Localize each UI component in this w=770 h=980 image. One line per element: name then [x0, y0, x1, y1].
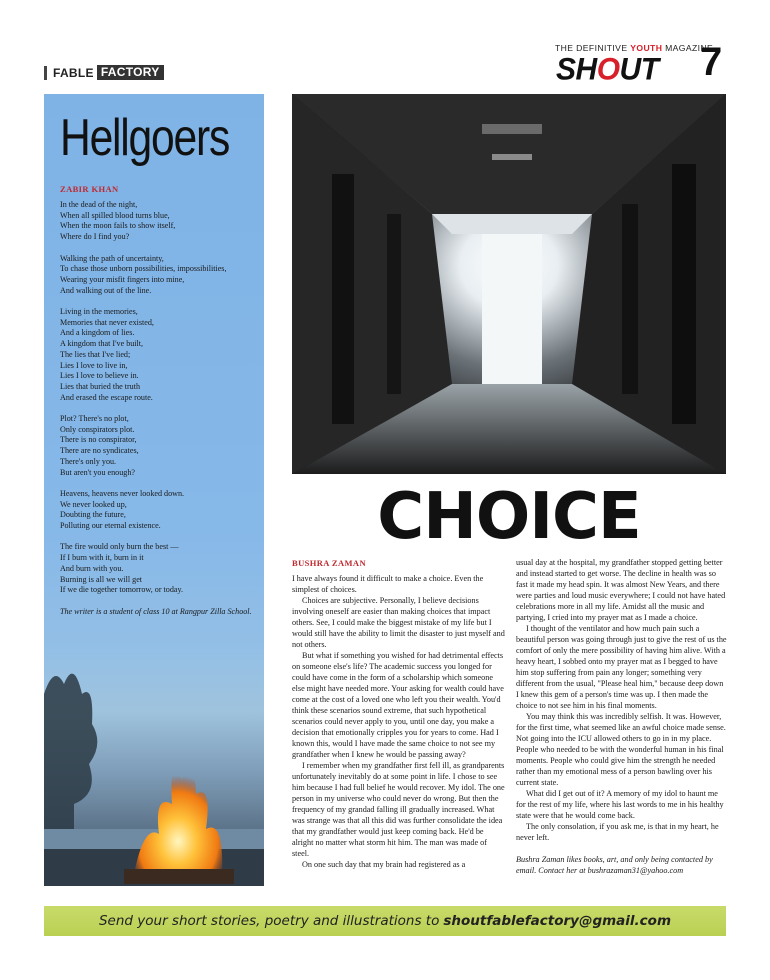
poem-line: Memories that never existed, — [60, 317, 154, 327]
submission-banner — [44, 906, 726, 936]
article-paragraph: But what if something you wished for had detrimental effects on someone else's life? The academic success you longed for could have come in the form of a scholarship which someone else might have needed more. Your asking for wealth could have come at the cost of a loved one who left you their wealth. You'd think these scenarios sound extreme, that such hypothetical scenarios could never apply to you, until one day, you make a decision that emotionally cripples you for years to come. Had I known this, would I have made the same choice to not see my grandfather when I knew he would be passing away? — [292, 651, 504, 759]
poem-stanza — [60, 307, 260, 403]
poem-line: Living in the memories, — [60, 307, 138, 316]
poem-stanza — [60, 200, 260, 243]
poem-title: Hellgoers — [60, 109, 230, 167]
article-paragraph: What did I get out of it? A memory of my idol to haunt me for the rest of my life, where his last words to me in his healthy state were that he would come back. — [516, 789, 724, 820]
poem-stanza — [60, 414, 260, 478]
article-paragraph: On one such day that my brain had registered as a — [302, 860, 466, 869]
poem-line: There's only you. — [60, 456, 117, 466]
article-paragraph: I remember when my grandfather first fell ill, as grandparents unfortunately inevitably do at some point in life. I chose to see him because I had full belief he would recover. My idol. The one person in my universe who could never do wrong. But then the frequency of my grandad falling ill gradually increased. What was strange was that all this did was further consolidate the idea that my grandfather would just keep coming back. He'd be alright no matter what storm hit him. The man was made of steel. — [292, 761, 505, 858]
poem-line: Lies that buried the truth — [60, 381, 141, 391]
poem-line: The lies that I've lied; — [60, 349, 131, 359]
poem-line: In the dead of the night, — [60, 200, 138, 209]
poem-line: Where do I find you? — [60, 232, 130, 242]
poem-line: Only conspirators plot. — [60, 424, 135, 434]
poem-line: And a kingdom of lies. — [60, 328, 135, 338]
poem-line: Wearing your misfit fingers into mine, — [60, 274, 185, 284]
trees-illustration — [44, 654, 104, 834]
poem-line: Walking the path of uncertainty, — [60, 253, 164, 263]
shout-logo — [556, 52, 659, 88]
logo-part-2: UT — [619, 52, 659, 87]
poem-line: Heavens, heavens never looked down. — [60, 488, 185, 498]
poem-line: Polluting our eternal existence. — [60, 521, 161, 531]
poem-line: And walking out of the line. — [60, 285, 152, 295]
poem-author: ZABIR KHAN — [60, 184, 119, 194]
poem-line: A kingdom that I've built, — [60, 339, 144, 349]
poem-line: Plot? There's no plot, — [60, 414, 129, 424]
article-headline: CHOICE — [377, 480, 641, 554]
poem-line: When the moon fails to show itself, — [60, 221, 176, 231]
bonfire-illustration — [124, 734, 234, 884]
poem-line: But aren't you enough? — [60, 467, 135, 477]
section-label-fable: FABLE — [53, 65, 94, 80]
section-bar — [44, 66, 47, 80]
corridor-illustration — [292, 94, 726, 474]
article-paragraph: Choices are subjective. Personally, I believe decisions involving oneself are easier than making choices that impact others. See, I could make the biggest mistake of my life but I would still have the ability to limit the disaster to just myself and not others. — [292, 596, 505, 649]
banner-text: Send your short stories, poetry and illustrations to — [98, 913, 440, 929]
article-paragraph: I have always found it difficult to make a choice. Even the simplest of choices. — [292, 574, 484, 594]
poem-line: There are no syndicates, — [60, 446, 139, 456]
poem-line: We never looked up, — [60, 499, 127, 509]
poem-panel — [44, 94, 264, 886]
article-column-1 — [292, 573, 506, 870]
logo-part-o: O — [596, 52, 620, 87]
article-paragraph: usual day at the hospital, my grandfather stopped getting better and instead started to get worse. The decline in health was so fast it made my head spin. It was almost New Years, and there were parties and loud music everywhere; I could not have hated celebrations more in all my life. Amidst all the music and partying, I cried into my prayer mat as I made a choice. — [516, 558, 726, 622]
poem-line: If I burn with it, burn in it — [60, 553, 144, 563]
logo-part-1: SH — [556, 52, 597, 87]
poem-line: Lies I love to believe in. — [60, 371, 139, 381]
poem-line: Burning is all we will get — [60, 574, 143, 584]
poem-line: And erased the escape route. — [60, 392, 153, 402]
poem-line: The fire would only burn the best — — [60, 542, 179, 552]
poem-line: And burn with you. — [60, 563, 124, 573]
article-paragraph: You may think this was incredibly selfish. It was. However, for the first time, what seemed like an awful choice made sense. Not going into the ICU allowed others to go in in my place. People who needed to be with the wonderful human in his final moments. People who could give him the strength he needed rather than my emotional mess of a person bawling over his current state. — [516, 712, 726, 787]
poem-line: There is no conspirator, — [60, 435, 137, 445]
section-label-factory: FACTORY — [97, 65, 164, 80]
poem-stanza — [60, 254, 260, 297]
poem-author-note: The writer is a student of class 10 at Rangpur Zilla School. — [60, 606, 252, 616]
poem-line: To chase those unborn possibilities, impossibilities, — [60, 264, 227, 274]
article-paragraph: The only consolation, if you ask me, is that in my heart, he never left. — [516, 822, 719, 842]
poem-line: When all spilled blood turns blue, — [60, 210, 170, 220]
tagline-post: MAGAZINE — [662, 43, 714, 53]
section-label — [44, 65, 164, 80]
poem-stanza — [60, 489, 260, 532]
banner-email[interactable]: shoutfablefactory@gmail.com — [443, 913, 672, 929]
tagline-youth: YOUTH — [630, 43, 663, 53]
poem-line: If we die together tomorrow, or today. — [60, 585, 184, 595]
article-paragraph: I thought of the ventilator and how much pain such a beautiful person was going through just to give the rest of us the comfort of only the mere possibility of having him alive. With a heavy heart, I sobbed onto my prayer mat as I begged to have him stop suffering from pain any longer; something very different from the usual, "Please heal him," because deep down I knew this gem of a person's time was up. I then made the choice to not see him in his final moments. — [516, 624, 727, 710]
article-author: BUSHRA ZAMAN — [292, 558, 366, 568]
poem-body — [60, 200, 260, 617]
author-bio: Bushra Zaman likes books, art, and only being contacted by email. Contact her at bushrazaman31@yahoo.com — [516, 855, 713, 875]
poem-line: Doubting the future, — [60, 510, 126, 520]
corridor-photo — [292, 94, 726, 474]
poem-line: Lies I love to live in, — [60, 360, 128, 370]
page-number: 7 — [700, 40, 723, 84]
tagline-pre: THE DEFINITIVE — [555, 43, 631, 53]
article-column-2 — [516, 557, 728, 876]
poem-stanza — [60, 542, 260, 596]
